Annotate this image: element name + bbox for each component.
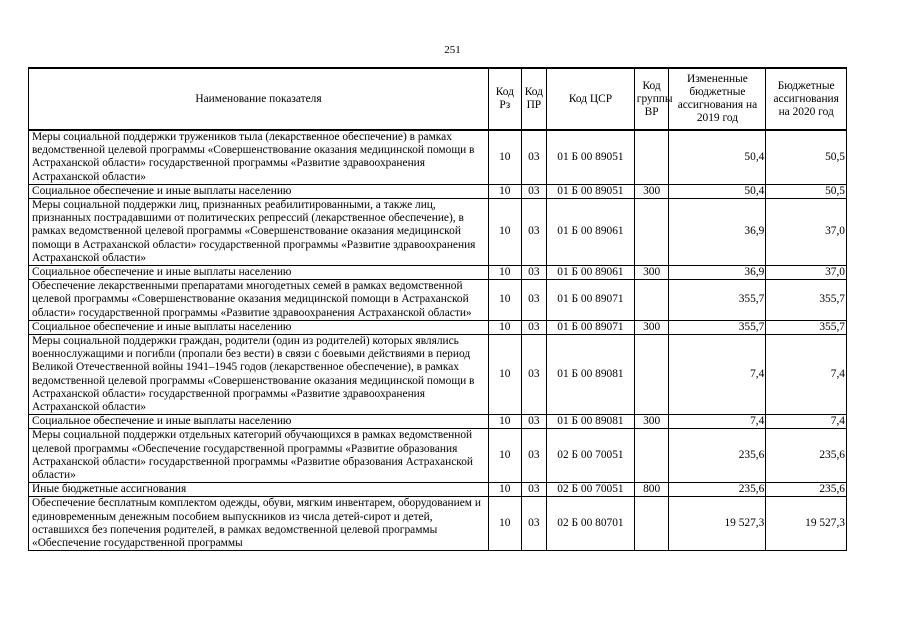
table-row xyxy=(29,497,847,551)
row-pr: 03 xyxy=(521,280,546,321)
row-pr: 03 xyxy=(521,320,546,334)
row-rz: 10 xyxy=(488,320,521,334)
row-name: Социальное обеспечение и иные выплаты населению xyxy=(29,320,489,334)
row-name: Иные бюджетные ассигнования xyxy=(29,483,489,497)
header-2019: Измененные бюджетные ассигнования на 2019 год xyxy=(669,68,766,130)
row-2019: 7,4 xyxy=(669,415,766,429)
header-2020: Бюджетные ассигнования на 2020 год xyxy=(766,68,847,130)
row-name: Обеспечение бесплатным комплектом одежды, обуви, мягким инвентарем, оборудованием и единовременным денежным пособием выпускников из числа детей-сирот и детей, оставшихся без попечения родителей, в рамках ведомственной целевой программы «Обеспечение государственной программы xyxy=(29,497,489,551)
table-row xyxy=(29,483,847,497)
header-rz: Код Рз xyxy=(488,68,521,130)
row-csr: 01 Б 00 89051 xyxy=(547,184,635,198)
row-csr: 01 Б 00 89081 xyxy=(547,335,635,415)
row-vr xyxy=(634,335,669,415)
row-2020: 19 527,3 xyxy=(766,497,847,551)
row-vr xyxy=(634,199,669,266)
table-row xyxy=(29,266,847,280)
row-2019: 50,4 xyxy=(669,184,766,198)
row-rz: 10 xyxy=(488,497,521,551)
row-2019: 235,6 xyxy=(669,483,766,497)
row-pr: 03 xyxy=(521,199,546,266)
header-pr: Код ПР xyxy=(521,68,546,130)
table-row xyxy=(29,130,847,184)
row-2020: 355,7 xyxy=(766,280,847,321)
row-pr: 03 xyxy=(521,266,546,280)
row-vr: 300 xyxy=(634,266,669,280)
row-name: Социальное обеспечение и иные выплаты населению xyxy=(29,266,489,280)
row-2019: 235,6 xyxy=(669,429,766,483)
row-vr xyxy=(634,130,669,184)
table-row xyxy=(29,184,847,198)
row-2020: 50,5 xyxy=(766,130,847,184)
table-row xyxy=(29,415,847,429)
row-vr xyxy=(634,429,669,483)
row-rz: 10 xyxy=(488,335,521,415)
row-vr xyxy=(634,497,669,551)
row-vr: 300 xyxy=(634,184,669,198)
row-2019: 50,4 xyxy=(669,130,766,184)
row-csr: 02 Б 00 80701 xyxy=(547,497,635,551)
row-pr: 03 xyxy=(521,483,546,497)
table-row xyxy=(29,199,847,266)
row-rz: 10 xyxy=(488,429,521,483)
row-csr: 01 Б 00 89071 xyxy=(547,320,635,334)
row-name: Меры социальной поддержки граждан, родители (один из родителей) которых являлись военнослужащими и погибли (пропали без вести) в связи с боевыми действиями в период Великой Отечественной войны 1941–1945 годов (лекарственное обеспечение), в рамках ведомственной целевой программы «Совершенствование оказания медицинской помощи в Астраханской области» государственной программы «Развитие здравоохранения Астраханской области» xyxy=(29,335,489,415)
row-2020: 7,4 xyxy=(766,335,847,415)
row-csr: 02 Б 00 70051 xyxy=(547,429,635,483)
table-row xyxy=(29,335,847,415)
row-2019: 355,7 xyxy=(669,280,766,321)
row-2019: 355,7 xyxy=(669,320,766,334)
row-pr: 03 xyxy=(521,184,546,198)
row-pr: 03 xyxy=(521,335,546,415)
row-csr: 01 Б 00 89061 xyxy=(547,266,635,280)
row-csr: 01 Б 00 89051 xyxy=(547,130,635,184)
row-rz: 10 xyxy=(488,184,521,198)
row-rz: 10 xyxy=(488,130,521,184)
row-vr xyxy=(634,280,669,321)
row-2020: 7,4 xyxy=(766,415,847,429)
row-2020: 235,6 xyxy=(766,429,847,483)
row-name: Обеспечение лекарственными препаратами многодетных семей в рамках ведомственной целевой программы «Совершенствование оказания медицинской помощи в Астраханской области» государственной программы «Развитие здравоохранения Астраханской области» xyxy=(29,280,489,321)
row-name: Меры социальной поддержки лиц, признанных реабилитированными, а также лиц, признанных пострадавшими от политических репрессий (лекарственное обеспечение), в рамках ведомственной целевой программы «Совершенствование оказания медицинской помощи в Астраханской области» государственной программы «Развитие здравоохранения Астраханской области» xyxy=(29,199,489,266)
row-name: Социальное обеспечение и иные выплаты населению xyxy=(29,415,489,429)
table-row xyxy=(29,429,847,483)
row-2020: 37,0 xyxy=(766,266,847,280)
row-pr: 03 xyxy=(521,497,546,551)
row-pr: 03 xyxy=(521,130,546,184)
row-csr: 01 Б 00 89061 xyxy=(547,199,635,266)
row-rz: 10 xyxy=(488,266,521,280)
row-2019: 7,4 xyxy=(669,335,766,415)
row-2020: 37,0 xyxy=(766,199,847,266)
table-row xyxy=(29,280,847,321)
header-csr: Код ЦСР xyxy=(547,68,635,130)
row-rz: 10 xyxy=(488,483,521,497)
row-pr: 03 xyxy=(521,429,546,483)
header-name: Наименование показателя xyxy=(29,68,489,130)
row-vr: 800 xyxy=(634,483,669,497)
row-2019: 19 527,3 xyxy=(669,497,766,551)
row-csr: 01 Б 00 89071 xyxy=(547,280,635,321)
row-vr: 300 xyxy=(634,415,669,429)
header-vr: Код группы ВР xyxy=(634,68,669,130)
row-vr: 300 xyxy=(634,320,669,334)
row-name: Социальное обеспечение и иные выплаты населению xyxy=(29,184,489,198)
row-rz: 10 xyxy=(488,199,521,266)
row-2019: 36,9 xyxy=(669,266,766,280)
budget-table xyxy=(28,67,847,551)
row-2020: 235,6 xyxy=(766,483,847,497)
table-row xyxy=(29,320,847,334)
row-csr: 01 Б 00 89081 xyxy=(547,415,635,429)
row-pr: 03 xyxy=(521,415,546,429)
row-2020: 50,5 xyxy=(766,184,847,198)
row-2019: 36,9 xyxy=(669,199,766,266)
row-rz: 10 xyxy=(488,280,521,321)
table-header-row xyxy=(29,68,847,130)
row-2020: 355,7 xyxy=(766,320,847,334)
row-rz: 10 xyxy=(488,415,521,429)
row-name: Меры социальной поддержки тружеников тыла (лекарственное обеспечение) в рамках ведомственной целевой программы «Совершенствование оказания медицинской помощи в Астраханской области» государственной программы «Развитие здравоохранения Астраханской области» xyxy=(29,130,489,184)
row-csr: 02 Б 00 70051 xyxy=(547,483,635,497)
page-number: 251 xyxy=(444,44,461,56)
row-name: Меры социальной поддержки отдельных категорий обучающихся в рамках ведомственной целевой программы «Обеспечение государственной программы «Развитие образования Астраханской области» государственной программы «Развитие образования Астраханской области» xyxy=(29,429,489,483)
